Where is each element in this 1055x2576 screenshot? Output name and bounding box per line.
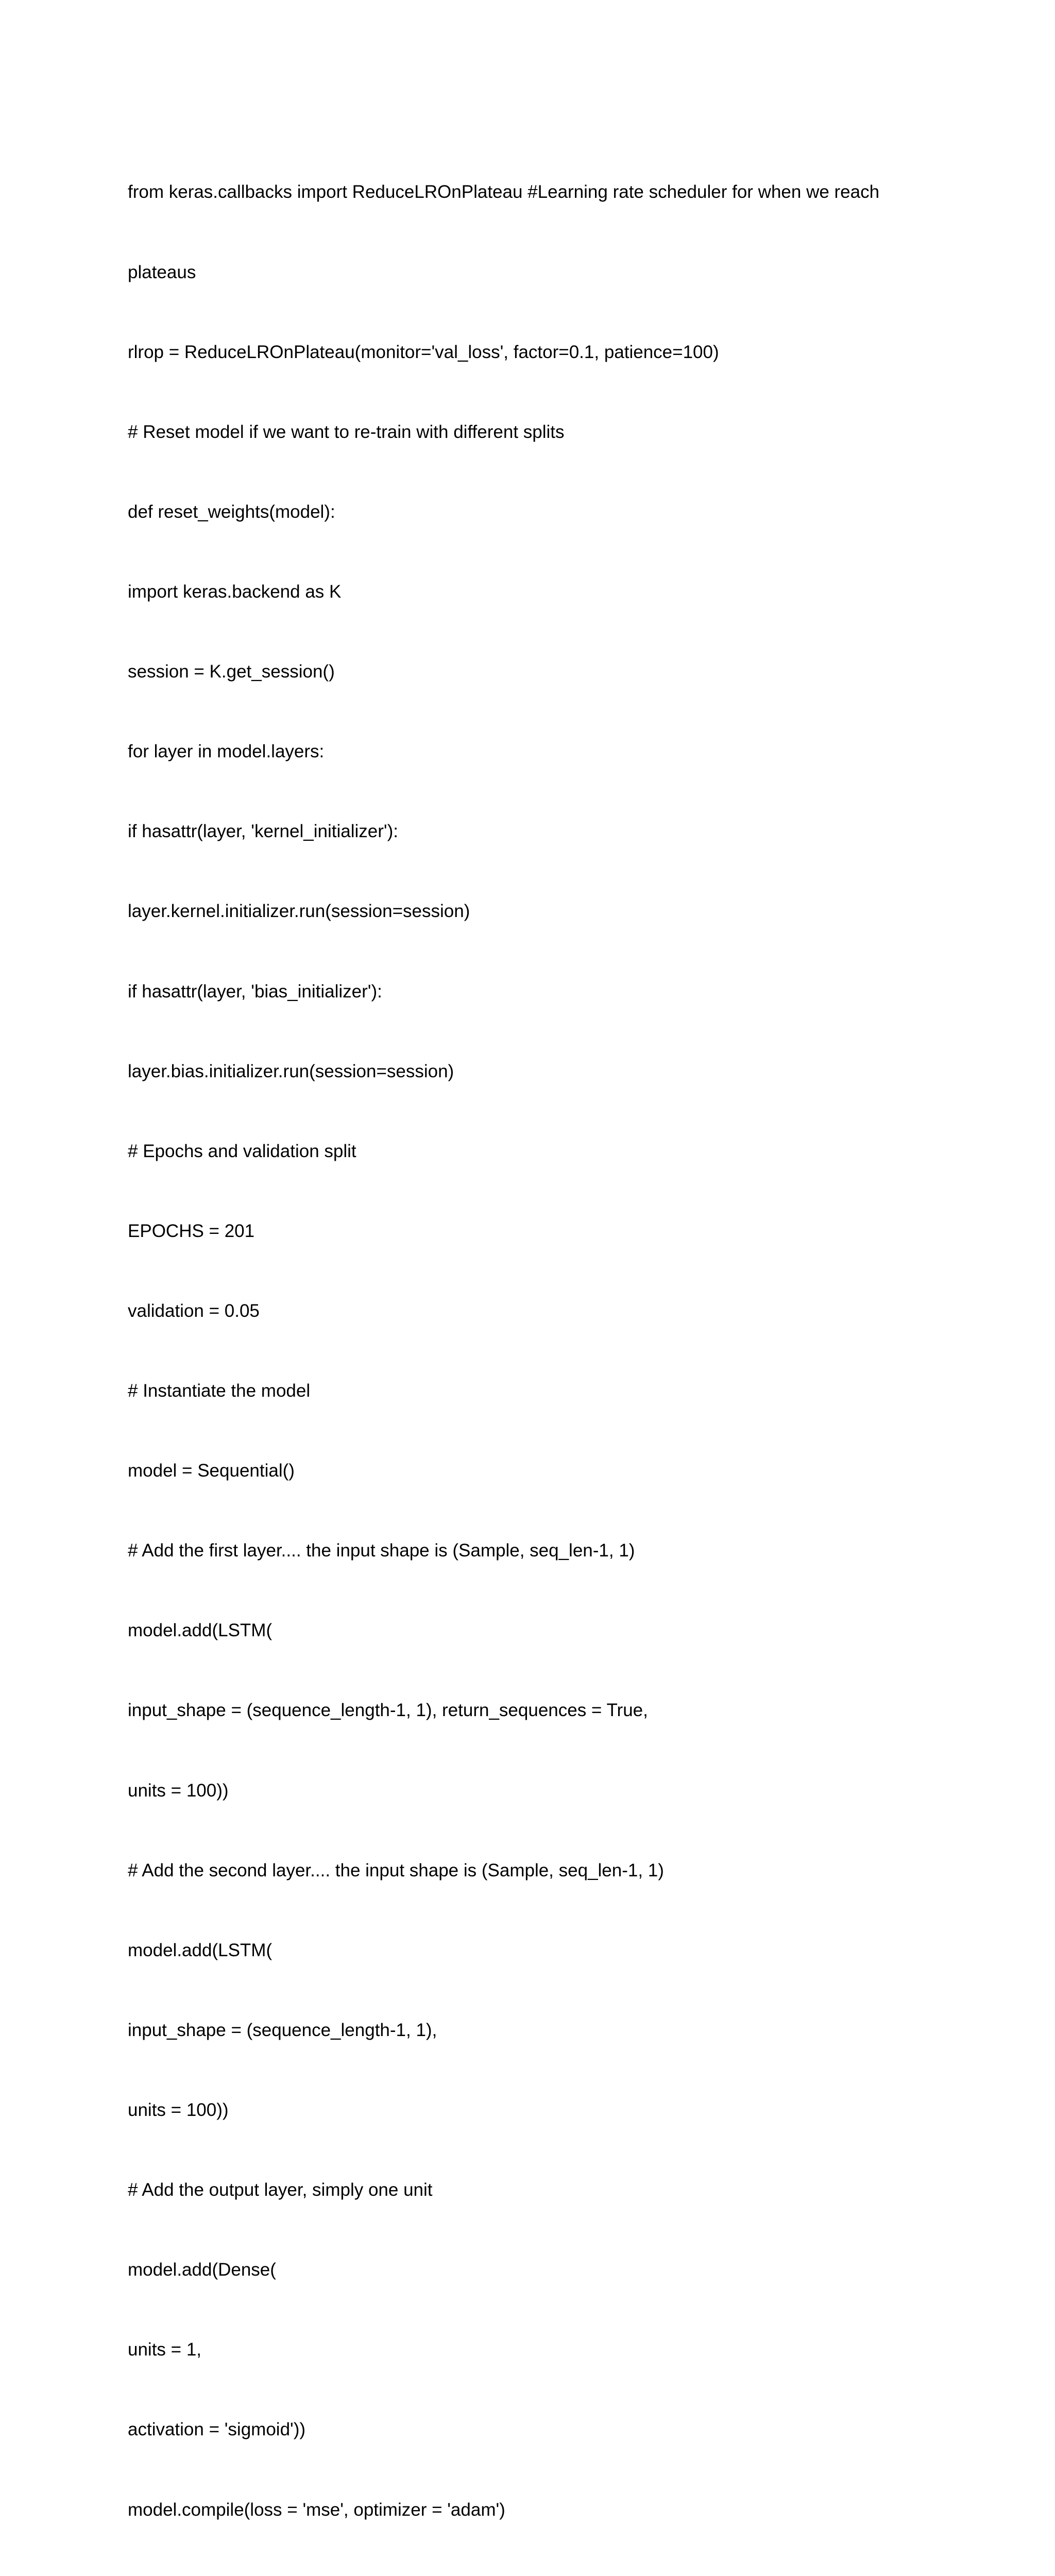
text-line: def reset_weights(model): xyxy=(128,501,335,522)
text-line: activation = 'sigmoid')) xyxy=(128,2419,306,2440)
text-line: model.compile(loss = 'mse', optimizer = 'adam') xyxy=(128,2499,505,2520)
text-line: if hasattr(layer, 'kernel_initializer'): xyxy=(128,821,398,842)
text-line: layer.kernel.initializer.run(session=session) xyxy=(128,901,470,922)
text-line: input_shape = (sequence_length-1, 1), xyxy=(128,2020,437,2040)
code-text-block xyxy=(128,126,931,2576)
text-line: validation = 0.05 xyxy=(128,1300,260,1321)
text-line: units = 100)) xyxy=(128,2100,229,2121)
text-line: # Add the first layer.... the input shape is (Sample, seq_len-1, 1) xyxy=(128,1540,635,1561)
text-line: units = 1, xyxy=(128,2340,202,2360)
text-line: rlrop = ReduceLROnPlateau(monitor='val_loss', factor=0.1, patience=100) xyxy=(128,342,719,362)
text-line: layer.bias.initializer.run(session=session) xyxy=(128,1061,454,1081)
text-line: model = Sequential() xyxy=(128,1461,295,1481)
text-line: if hasattr(layer, 'bias_initializer'): xyxy=(128,981,382,1002)
text-line: # Add the output layer, simply one unit xyxy=(128,2180,433,2200)
text-line: plateaus xyxy=(128,262,196,282)
text-line: for layer in model.layers: xyxy=(128,741,325,762)
text-line: model.add(Dense( xyxy=(128,2260,276,2280)
text-line: session = K.get_session() xyxy=(128,662,335,682)
text-line: model.add(LSTM( xyxy=(128,1620,273,1641)
text-line: units = 100)) xyxy=(128,1780,229,1801)
text-line: # Add the second layer.... the input shape is (Sample, seq_len-1, 1) xyxy=(128,1860,664,1880)
text-line: input_shape = (sequence_length-1, 1), return_sequences = True, xyxy=(128,1700,648,1721)
text-line: # Reset model if we want to re-train with different splits xyxy=(128,421,565,442)
text-line: from keras.callbacks import ReduceLROnPlateau #Learning rate scheduler for when we reach xyxy=(128,182,880,202)
text-line: # Instantiate the model xyxy=(128,1381,311,1401)
text-line: # Epochs and validation split xyxy=(128,1141,356,1161)
text-line: model.add(LSTM( xyxy=(128,1940,273,1960)
text-line: EPOCHS = 201 xyxy=(128,1221,255,1241)
text-line: import keras.backend as K xyxy=(128,581,342,602)
